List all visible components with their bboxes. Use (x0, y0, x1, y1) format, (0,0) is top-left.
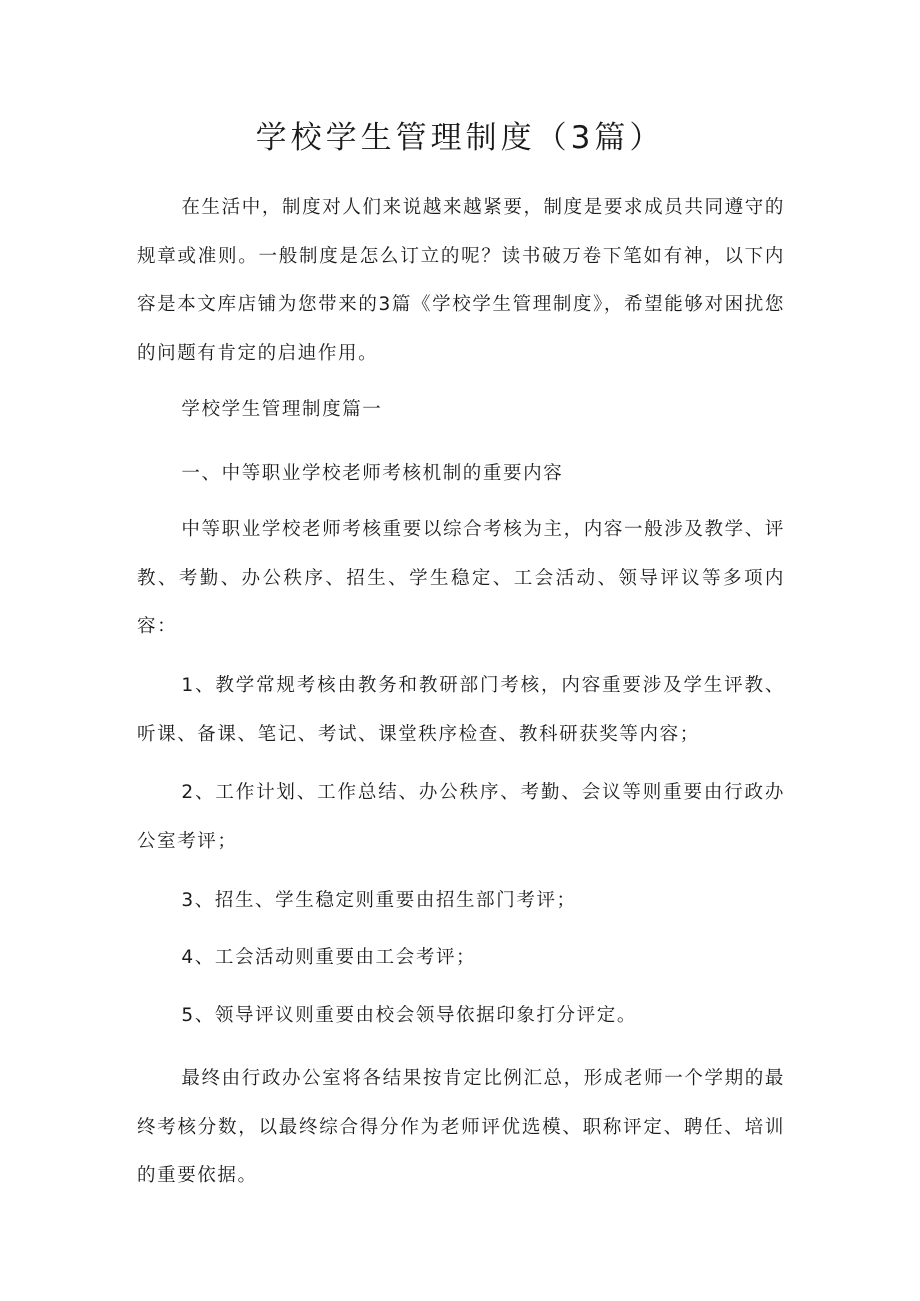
section-heading: 学校学生管理制度篇一 (181, 399, 383, 420)
document-title: 学校学生管理制度（3篇） (255, 120, 665, 156)
intro-paragraph: 在生活中，制度对人们来说越来越紧要，制度是要求成员共同遵守的规章或准则。一般制度是怎么订立的呢？读书破万卷下笔如有神，以下内容是本文库店铺为您带来的3篇《学校学生管理制度》，希望能够对困扰您的问题有肯定的启迪作用。 (137, 197, 785, 364)
list-item: 2、工作计划、工作总结、办公秩序、考勤、会议等则重要由行政办公室考评； (137, 782, 785, 852)
body-paragraph: 中等职业学校老师考核重要以综合考核为主，内容一般涉及教学、评教、考勤、办公秩序、招生、学生稳定、工会活动、领导评议等多项内容： (137, 519, 785, 637)
list-item: 3、招生、学生稳定则重要由招生部门考评； (181, 890, 577, 911)
list-item: 5、领导评议则重要由校会领导依据印象打分评定。 (181, 1005, 637, 1026)
list-item: 1、教学常规考核由教务和教研部门考核，内容重要涉及学生评教、听课、备课、笔记、考试、课堂秩序检查、教科研获奖等内容； (137, 675, 785, 745)
list-item: 4、工会活动则重要由工会考评； (181, 947, 477, 968)
subsection-heading: 一、中等职业学校老师考核机制的重要内容 (181, 463, 564, 484)
body-paragraph: 最终由行政办公室将各结果按肯定比例汇总，形成老师一个学期的最终考核分数，以最终综合得分作为老师评优选模、职称评定、聘任、培训的重要依据。 (137, 1068, 785, 1186)
